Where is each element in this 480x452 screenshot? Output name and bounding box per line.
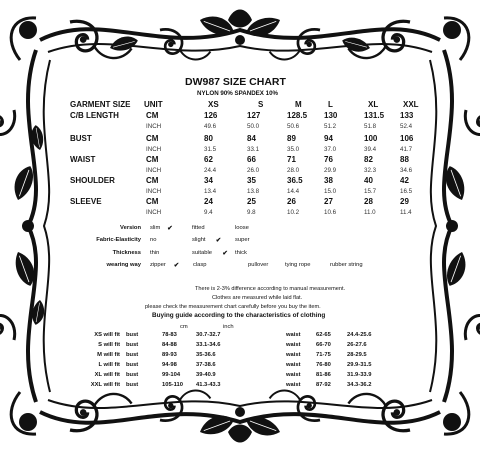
unit-cm: CM xyxy=(146,176,159,185)
inch-value: 11.0 xyxy=(364,209,376,216)
attribute-label: Fabric-Elasticity xyxy=(96,237,141,243)
inch-value: 33.1 xyxy=(247,146,260,153)
cm-value: 76 xyxy=(324,155,333,164)
guide-waist-label: waist xyxy=(286,342,301,348)
attribute-option: fitted xyxy=(192,225,205,231)
inch-value: 15.0 xyxy=(324,188,337,195)
unit-inch: INCH xyxy=(146,146,162,153)
unit-inch: INCH xyxy=(146,188,162,195)
inch-value: 10.6 xyxy=(324,209,337,216)
guide-bust-inch: 30.7-32.7 xyxy=(196,332,221,338)
size-header-xl: XL xyxy=(368,100,379,109)
guide-fit-label: L will fit xyxy=(98,362,120,368)
inch-value: 37.0 xyxy=(324,146,337,153)
unit-header: UNIT xyxy=(144,100,163,109)
cm-value: 62 xyxy=(204,155,213,164)
cm-value: 29 xyxy=(400,197,409,206)
guide-bust-cm: 99-104 xyxy=(162,372,181,378)
frame-top xyxy=(40,10,440,60)
inch-value: 15.7 xyxy=(364,188,377,195)
guide-bust-inch: 41.3-43.3 xyxy=(196,382,221,388)
attribute-option: suitable xyxy=(192,250,212,256)
check-icon: ✔ xyxy=(167,225,173,232)
guide-waist-cm: 87-92 xyxy=(316,382,331,388)
attribute-option: pullover xyxy=(248,262,269,268)
cm-value: 89 xyxy=(287,134,296,143)
inch-value: 34.6 xyxy=(400,167,413,174)
size-header-s: S xyxy=(258,100,264,109)
inch-value: 41.7 xyxy=(400,146,413,153)
attribute-label: wearing way xyxy=(106,262,141,268)
cm-value: 25 xyxy=(247,197,256,206)
guide-bust-label: bust xyxy=(126,372,139,378)
inch-value: 51.2 xyxy=(324,123,337,130)
check-icon: ✔ xyxy=(173,262,180,269)
guide-bust-inch: 37-38.6 xyxy=(196,362,216,368)
guide-waist-inch: 28-29.5 xyxy=(347,352,367,358)
guide-bust-cm: 78-83 xyxy=(162,332,177,338)
inch-value: 10.2 xyxy=(287,209,300,216)
guide-bust-inch: 33.1-34.6 xyxy=(196,342,221,348)
inch-value: 31.5 xyxy=(204,146,217,153)
unit-cm: CM xyxy=(146,134,159,143)
guide-waist-cm: 62-65 xyxy=(316,332,331,338)
inch-value: 39.4 xyxy=(364,146,377,153)
guide-fit-label: XL will fit xyxy=(94,372,120,378)
attribute-label: Thickness xyxy=(112,250,141,256)
attribute-option: rubber string xyxy=(330,262,363,268)
guide-fit-label: XS will fit xyxy=(94,332,120,338)
frame-right xyxy=(430,50,480,402)
attribute-option: super xyxy=(235,237,250,243)
guide-bust-label: bust xyxy=(126,352,139,358)
inch-value: 51.8 xyxy=(364,123,377,130)
guide-waist-label: waist xyxy=(286,372,301,378)
cm-value: 84 xyxy=(247,134,256,143)
inch-value: 29.9 xyxy=(324,167,337,174)
attribute-option: loose xyxy=(235,225,249,231)
inch-value: 16.5 xyxy=(400,188,413,195)
guide-fit-label: M will fit xyxy=(97,352,120,358)
cm-value: 88 xyxy=(400,155,409,164)
cm-value: 42 xyxy=(400,176,409,185)
cm-value: 80 xyxy=(204,134,213,143)
buying-guide-title: Buying guide according to the characteristics of clothing xyxy=(152,312,326,319)
material-subtitle: NYLON 90% SPANDEX 10% xyxy=(197,90,279,97)
attribute-option: clasp xyxy=(193,262,207,268)
attribute-option: slight xyxy=(192,237,206,243)
guide-inch-header: inch xyxy=(223,324,234,330)
size-header-l: L xyxy=(328,100,333,109)
cm-value: 34 xyxy=(204,176,213,185)
cm-value: 106 xyxy=(400,134,414,143)
guide-bust-cm: 105-110 xyxy=(162,382,183,388)
measure-name-waist: WAIST xyxy=(70,155,96,164)
frame-bottom xyxy=(40,391,440,443)
size-header-xs: XS xyxy=(208,100,219,109)
measure-name-shoulder: SHOULDER xyxy=(70,176,115,185)
inch-value: 14.4 xyxy=(287,188,300,195)
cm-value: 71 xyxy=(287,155,296,164)
cm-value: 36.5 xyxy=(287,176,303,185)
unit-inch: INCH xyxy=(146,167,162,174)
inch-value: 13.4 xyxy=(204,188,217,195)
inch-value: 50.6 xyxy=(287,123,300,130)
guide-waist-inch: 34.3-36.2 xyxy=(347,382,372,388)
guide-bust-label: bust xyxy=(126,332,139,338)
guide-bust-inch: 39-40.9 xyxy=(196,372,216,378)
cm-value: 100 xyxy=(364,134,378,143)
note-check-chart: please check the measurement chart carefully before you buy the item. xyxy=(145,304,321,310)
inch-value: 11.4 xyxy=(400,209,412,216)
guide-waist-label: waist xyxy=(286,332,301,338)
measure-name-sleeve: SLEEVE xyxy=(70,197,102,206)
guide-bust-cm: 84-88 xyxy=(162,342,177,348)
cm-value: 82 xyxy=(364,155,373,164)
size-header-xxl: XXL xyxy=(403,100,419,109)
note-difference: There is 2-3% difference according to manual measurement. xyxy=(195,286,346,292)
garment-size-header: GARMENT SIZE xyxy=(70,100,131,109)
inch-value: 49.6 xyxy=(204,123,217,130)
cm-value: 131.5 xyxy=(364,111,385,120)
guide-waist-inch: 26-27.6 xyxy=(347,342,367,348)
cm-value: 38 xyxy=(324,176,333,185)
attribute-option: thick xyxy=(235,250,247,256)
check-icon: ✔ xyxy=(215,237,222,244)
attribute-option: tying rope xyxy=(285,262,311,268)
guide-cm-header: cm xyxy=(180,324,188,330)
cm-value: 66 xyxy=(247,155,256,164)
guide-fit-label: S will fit xyxy=(98,342,120,348)
size-header-m: M xyxy=(295,100,302,109)
inch-value: 52.4 xyxy=(400,123,413,130)
measure-name-bust: BUST xyxy=(70,134,92,143)
unit-inch: INCH xyxy=(146,209,162,216)
measure-name-c-b-length: C/B LENGTH xyxy=(70,111,119,120)
check-icon: ✔ xyxy=(222,250,228,257)
guide-waist-cm: 76-80 xyxy=(316,362,331,368)
cm-value: 26 xyxy=(287,197,296,206)
guide-waist-cm: 81-86 xyxy=(316,372,331,378)
inch-value: 26.0 xyxy=(247,167,260,174)
guide-waist-cm: 66-70 xyxy=(316,342,331,348)
inch-value: 24.4 xyxy=(204,167,217,174)
inch-value: 9.8 xyxy=(247,209,256,216)
attribute-option: no xyxy=(150,237,157,243)
attribute-option: thin xyxy=(150,250,160,256)
guide-bust-label: bust xyxy=(126,382,139,388)
unit-inch: INCH xyxy=(146,123,162,130)
inch-value: 28.0 xyxy=(287,167,300,174)
inch-value: 35.0 xyxy=(287,146,300,153)
guide-waist-inch: 31.9-33.9 xyxy=(347,372,372,378)
attribute-option: zipper xyxy=(150,262,166,268)
cm-value: 40 xyxy=(364,176,373,185)
guide-waist-inch: 29.9-31.5 xyxy=(347,362,372,368)
cm-value: 28 xyxy=(364,197,373,206)
guide-waist-inch: 24.4-25.6 xyxy=(347,332,372,338)
guide-bust-cm: 94-98 xyxy=(162,362,177,368)
attribute-label: Version xyxy=(120,225,141,231)
guide-waist-label: waist xyxy=(286,362,301,368)
guide-fit-label: XXL will fit xyxy=(90,382,120,388)
guide-bust-inch: 35-36.6 xyxy=(196,352,216,358)
cm-value: 127 xyxy=(247,111,261,120)
inch-value: 13.8 xyxy=(247,188,260,195)
guide-waist-label: waist xyxy=(286,352,301,358)
guide-waist-label: waist xyxy=(286,382,301,388)
unit-cm: CM xyxy=(146,111,159,120)
cm-value: 130 xyxy=(324,111,338,120)
unit-cm: CM xyxy=(146,197,159,206)
cm-value: 133 xyxy=(400,111,414,120)
inch-value: 9.4 xyxy=(204,209,213,216)
cm-value: 27 xyxy=(324,197,333,206)
page-title: DW987 SIZE CHART xyxy=(185,76,286,88)
cm-value: 128.5 xyxy=(287,111,308,120)
unit-cm: CM xyxy=(146,155,159,164)
inch-value: 32.3 xyxy=(364,167,377,174)
cm-value: 24 xyxy=(204,197,213,206)
guide-waist-cm: 71-75 xyxy=(316,352,331,358)
cm-value: 126 xyxy=(204,111,218,120)
guide-bust-label: bust xyxy=(126,362,139,368)
cm-value: 94 xyxy=(324,134,333,143)
note-laid-flat: Clothes are measured while laid flat. xyxy=(212,295,303,301)
attribute-option: slim xyxy=(150,225,161,231)
inch-value: 50.0 xyxy=(247,123,260,130)
cm-value: 35 xyxy=(247,176,256,185)
guide-bust-cm: 89-93 xyxy=(162,352,177,358)
guide-bust-label: bust xyxy=(126,342,139,348)
